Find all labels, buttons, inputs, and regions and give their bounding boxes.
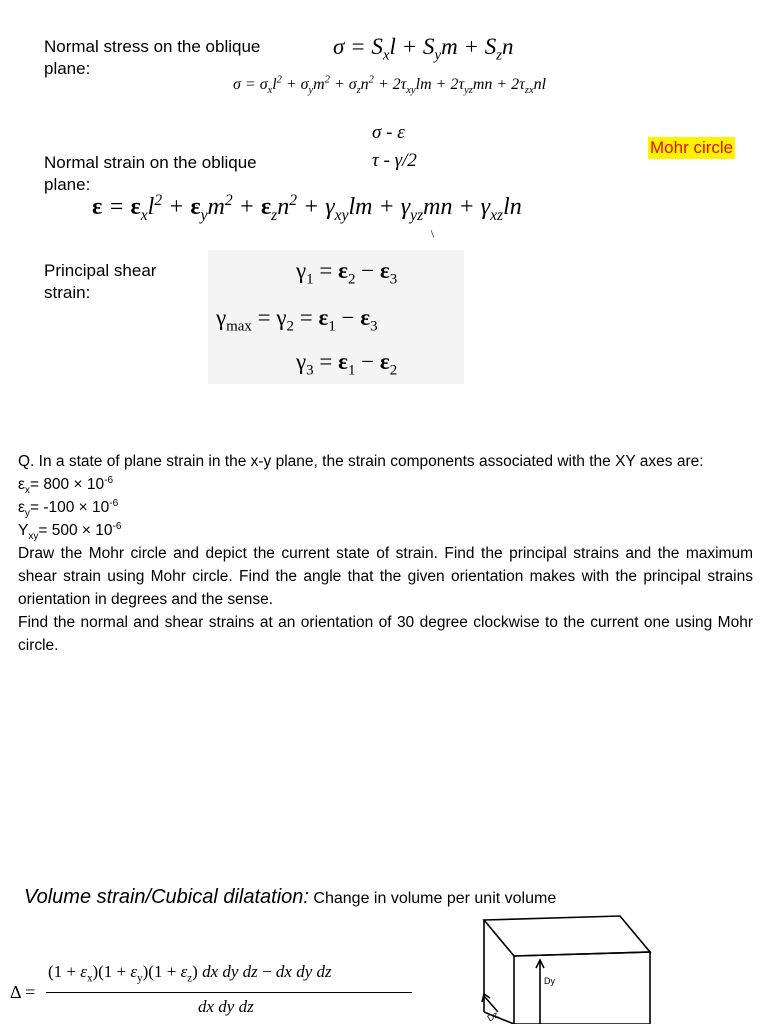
stray-mark [431,230,435,238]
cube-sketch [470,912,670,1024]
strain-ex: $\varepsilon_x= 800 \times 10^{-6}$ [18,474,114,497]
principal-shear-label: Principal shear strain: [44,261,157,302]
strain-label: Normal strain on the oblique plane: [44,153,257,194]
volume-strain-title: Volume strain/Cubical dilatation: [24,886,309,908]
volume-strain-subtitle: Change in volume per unit volume [313,890,557,907]
strain-equation: $\varepsilon = \varepsilon_xl^2 + \varepsilon_ym^2 + \varepsilon_zn^2 + \gamma_{xy}lm + \gamma_{yz}mn + \gamma_{xz}\ln$ [92,192,522,224]
shear-equation-max: $\gamma_{max} = \gamma_2 = \varepsilon_1 - \varepsilon_3$ [216,305,378,335]
mohr-circle-highlight: Mohr circle [650,138,734,157]
strain-gxy: $Y_{xy}= 500 \times 10^{-6}$ [18,520,122,543]
analogy-tau-gamma: τ - γ/2 [372,150,417,171]
cube-label-dy: Dy [544,976,555,986]
cube-label-dz: Dz [485,1009,501,1024]
dilatation-denominator: dx dy dz [198,997,254,1016]
question-paragraph-1: Draw the Mohr circle and depict the current state of strain. Find the principal strains and the maximum shear strain using Mohr circle. Find the angle that the given orientation makes with the principal strains orientation in degrees and the sense. [18,545,753,608]
question-block [18,450,753,657]
shear-equation-3: $\gamma_3 = \varepsilon_1 - \varepsilon_2$ [296,349,398,379]
question-paragraph-2: Find the normal and shear strains at an orientation of 30 degree clockwise to the current one using Mohr circle. [18,614,753,654]
dilatation-lhs: Δ = [10,982,36,1002]
stress-label: Normal stress on the oblique plane: [44,37,261,78]
stress-equation-vector: $\sigma = S_xl + S_ym + S_zn$ [333,34,514,64]
stress-equation-expanded: $\sigma = \sigma_xl^2 + \sigma_ym^2 + \sigma_zn^2 + 2\tau_{xy}lm + 2\tau_{yz}mn + 2\tau_{zx}nl$ [233,74,547,97]
dilatation-fraction-bar [46,992,412,993]
question-intro: Q. In a state of plane strain in the x-y plane, the strain components associated with the XY axes are: [18,453,704,470]
volume-strain-heading [24,886,556,909]
strain-ey: $\varepsilon_y= -100 \times 10^{-6}$ [18,497,119,520]
dilatation-numerator: $(1 + \varepsilon_x)(1 + \varepsilon_y)(1 + \varepsilon_z)$ dx dy dz − dx dy dz [48,962,332,985]
shear-equation-1: $\gamma_1 = \varepsilon_2 - \varepsilon_3$ [296,258,398,288]
analogy-sigma-epsilon: σ - ε [372,122,405,143]
